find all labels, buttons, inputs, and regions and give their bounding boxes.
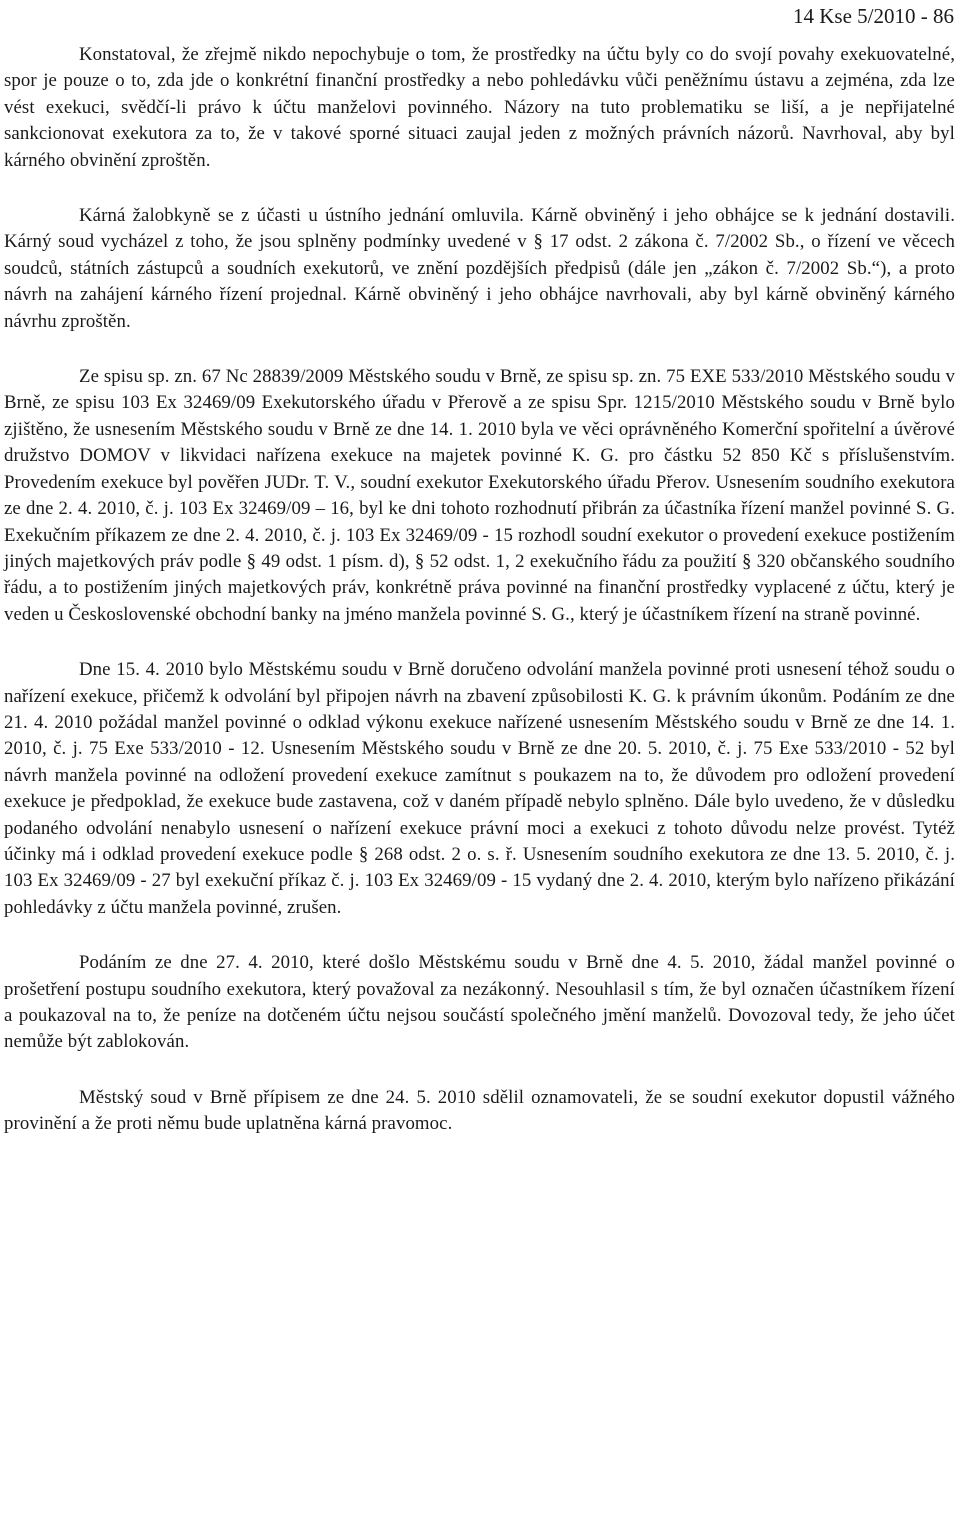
paragraph-court-letter: Městský soud v Brně přípisem ze dne 24. 5. 2010 sdělil oznamovateli, že se soudní exekutor dopustil vážného provinění a že proti němu bude uplatněna kárná pravomoc. <box>4 1086 955 1135</box>
paragraph-file-findings: Ze spisu sp. zn. 67 Nc 28839/2009 Městského soudu v Brně, ze spisu sp. zn. 75 EXE 533/2010 Městského soudu v Brně, ze spisu 103 Ex 32469/09 Exekutorského úřadu v Přerově a ze spisu Spr. 1215/2010 Městského soudu v Brně bylo zjištěno, že usnesením Městského soudu v Brně ze dne 14. 1. 2010 byla ve věci oprávněného Komerční spořitelní a úvěrové družstvo DOMOV v likvidaci nařízena exekuce na majetek povinné K. G. pro částku 52 850 Kč s příslušenstvím. Provedením exekuce byl pověřen JUDr. T. V., soudní exekutor Exekutorského úřadu Přerov. Usnesením soudního exekutora ze dne 2. 4. 2010, č. j. 103 Ex 32469/09 – 16, byl ke dni tohoto rozhodnutí přibrán za účastníka řízení manžel povinné S. G. Exekučním příkazem ze dne 2. 4. 2010, č. j. 103 Ex 32469/09 - 15 rozhodl soudní exekutor o provedení exekuce postižením jiných majetkových práv podle § 49 odst. 1 písm. d), § 52 odst. 1, 2 exekučního řádu za použití § 320 občanského soudního řádu, a to postižením jiných majetkových práv, konkrétně práva povinné na finanční prostředky vyplacené z účtu, který je veden u Československé obchodní banky na jméno manžela povinné S. G., který je účastníkem řízení na straně povinné. <box>4 366 955 625</box>
paragraph-appeal: Dne 15. 4. 2010 bylo Městskému soudu v Brně doručeno odvolání manžela povinné proti usnesení téhož soudu o nařízení exekuce, přičemž k odvolání byl připojen návrh na zbavení způsobilosti K. G. k právním úkonům. Podáním ze dne 21. 4. 2010 požádal manžel povinné o odklad výkonu exekuce nařízené usnesením Městského soudu v Brně ze dne 14. 1. 2010, č. j. 75 Exe 533/2010 - 12. Usnesením Městského soudu v Brně ze dne 20. 5. 2010, č. j. 75 Exe 533/2010 - 52 byl návrh manžela povinné na odložení provedení exekuce zamítnut s poukazem na to, že důvodem pro odložení provedení exekuce je předpoklad, že exekuce bude zastavena, což v daném případě nebylo splněno. Dále bylo uvedeno, že v důsledku podaného odvolání nenabylo usnesení o nařízení exekuce právní moci a exekuci z tohoto důvodu nelze provést. Tytéž účinky má i odklad provedení exekuce podle § 268 odst. 2 o. s. ř. Usnesením soudního exekutora ze dne 13. 5. 2010, č. j. 103 Ex 32469/09 - 27 byl exekuční příkaz č. j. 103 Ex 32469/09 - 15 vydaný dne 2. 4. 2010, kterým bylo nařízeno přikázání pohledávky z účtu manžela povinné, zrušen. <box>4 659 955 918</box>
paragraph-complaint: Podáním ze dne 27. 4. 2010, které došlo Městskému soudu v Brně dne 4. 5. 2010, žádal manžel povinné o prošetření postupu soudního exekutora, který považoval za nezákonný. Nesouhlasil s tím, že byl označen účastníkem řízení a poukazoval na to, že peníze na dotčeném účtu nejsou součástí společného jmění manželů. Dovozoval tedy, že jeho účet nemůže být zablokován. <box>4 952 955 1053</box>
page-header-case-number: 14 Kse 5/2010 - 86 <box>793 4 954 28</box>
document-body <box>4 42 955 1138</box>
paragraph-hearing: Kárná žalobkyně se z účasti u ústního jednání omluvila. Kárně obviněný i jeho obhájce se k jednání dostavili. Kárný soud vycházel z toho, že jsou splněny podmínky uvedené v § 17 odst. 2 zákona č. 7/2002 Sb., o řízení ve věcech soudců, státních zástupců a soudních exekutorů, ve znění pozdějších předpisů (dále jen „zákon č. 7/2002 Sb.“), a proto návrh na zahájení kárného řízení projednal. Kárně obviněný i jeho obhájce navrhovali, aby byl kárně obviněný kárného návrhu zproštěn. <box>4 205 955 332</box>
paragraph-defense-argument: Konstatoval, že zřejmě nikdo nepochybuje o tom, že prostředky na účtu byly co do svojí povahy exekuovatelné, spor je pouze o to, zda jde o konkrétní finanční prostředky a nebo pohledávku vůči peněžnímu ústavu a zejména, zda lze vést exekuci, svědčí-li právo k účtu manželovi povinného. Názory na tuto problematiku se liší, a je nepřijatelné sankcionovat exekutora za to, že v takové sporné situaci zaujal jeden z možných právních názorů. Navrhoval, aby byl kárného obvinění zproštěn. <box>4 44 955 171</box>
